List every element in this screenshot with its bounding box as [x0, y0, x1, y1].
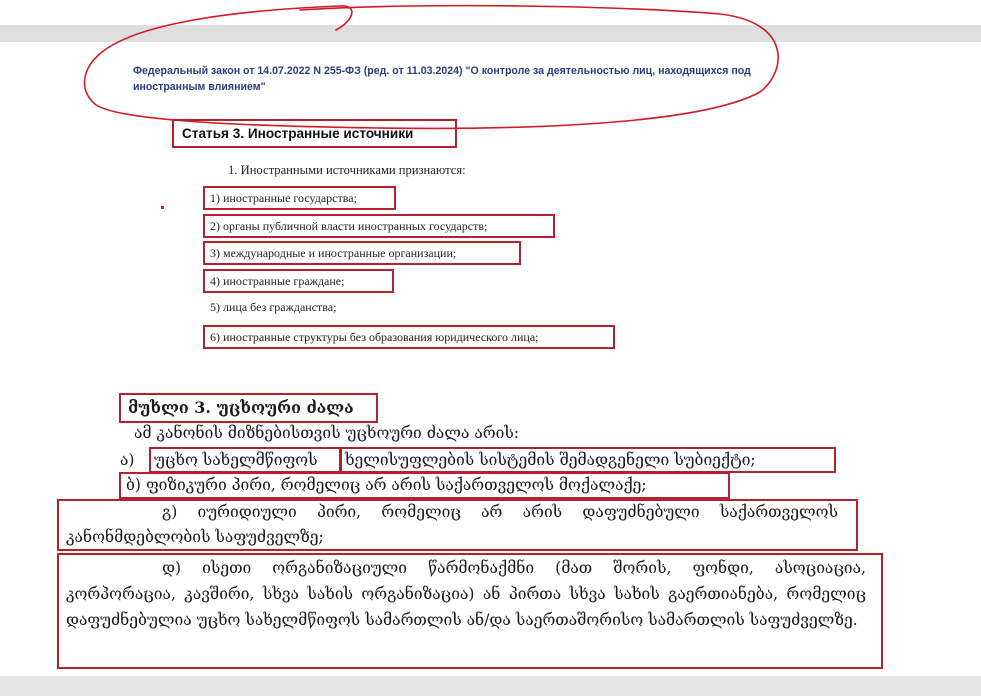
georgian-lead-text: ამ კანონის მიზნებისთვის უცხოური ძალა არის:	[134, 424, 520, 442]
russian-article-heading: Статья 3. Иностранные источники	[172, 119, 457, 148]
russian-lead-text: 1. Иностранными источниками признаются:	[228, 163, 466, 177]
law-title: Федеральный закон от 14.07.2022 N 255-ФЗ (ред. от 11.03.2024) "О контроле за деятельностью лиц, находящихся под иностранным влиянием"	[133, 65, 751, 93]
georgian-item-a-prefix: ა)	[120, 451, 135, 469]
georgian-item-a-part1: უცხო სახელმწიფოს	[149, 447, 341, 473]
russian-item-4: 4) иностранные граждане;	[203, 269, 394, 293]
russian-item-5: 5) лица без гражданства;	[210, 300, 337, 314]
georgian-item-b: ბ) ფიზიკური პირი, რომელიც არ არის საქართველოს მოქალაქე;	[119, 472, 730, 499]
georgian-article-heading: მუხლი 3. უცხოური ძალა	[119, 393, 378, 423]
russian-item-3: 3) международные и иностранные организации;	[203, 241, 521, 265]
bottom-gray-bar	[0, 676, 981, 696]
russian-item-1: 1) иностранные государства;	[203, 186, 396, 210]
russian-item-6: 6) иностранные структуры без образования юридического лица;	[203, 325, 615, 349]
georgian-item-g: გ) იურიდიული პირი, რომელიც არ არის დაფუძნებული საქართველოს კანონმდებლობის საფუძველზე;	[66, 503, 838, 546]
russian-item-2: 2) органы публичной власти иностранных государств;	[203, 214, 555, 238]
georgian-item-a-part2: ხელისუფლების სისტემის შემადგენელი სუბიექტი;	[340, 447, 836, 473]
red-dot-mark	[161, 206, 164, 209]
georgian-item-d: დ) ისეთი ორგანიზაციული წარმონაქმნი (მათ შორის, ფონდი, ასოციაცია, კორპორაცია, კავშირი, სხვა სახის ორგანიზაცია) ან პირთა სხვა სახის გაერთიანება, რომელიც დაფუძნებულია უცხო სახელმწიფოს სამართლის ან/და საერთაშორისო სამართლის საფუძველზე.	[66, 559, 866, 629]
